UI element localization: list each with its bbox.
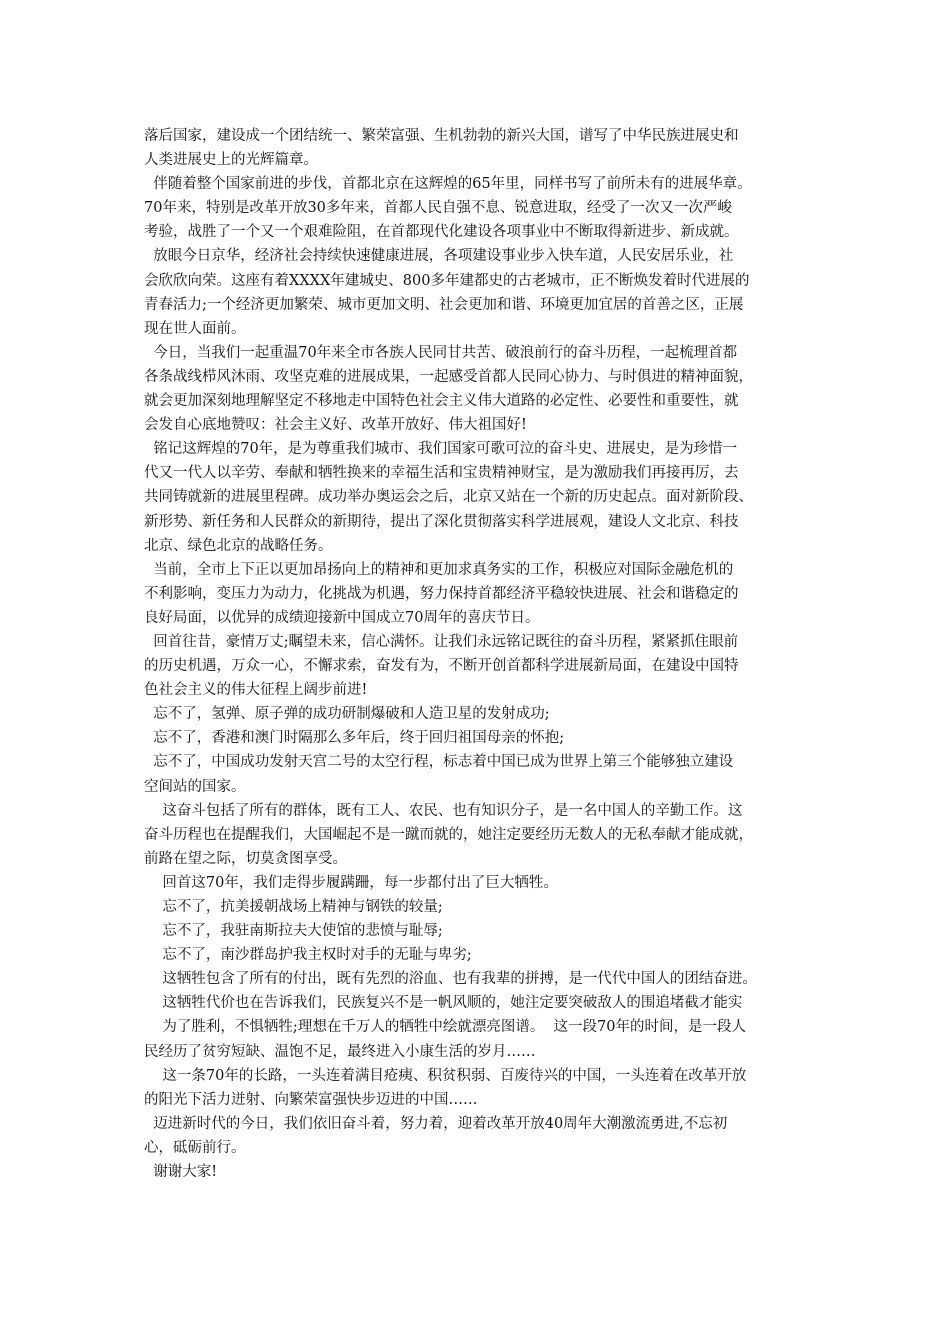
text-line: 忘不了，抗美援朝战场上精神与钢铁的较量; bbox=[144, 899, 443, 915]
text-line: 忘不了，中国成功发射天宫二号的太空行程，标志着中国已成为世界上第三个能够独立建设 bbox=[144, 754, 734, 771]
text-line: 青春活力;一个经济更加繁荣、城市更加文明、社会更加和谐、环境更加宜居的首善之区，正展 bbox=[144, 296, 744, 313]
text-line: 70年来，特别是改革开放30多年来，首都人民自强不息、锐意进取，经受了一次又一次严峻 bbox=[144, 200, 732, 217]
text-line: 为了胜利，不惧牺牲;理想在千万人的牺牲中绘就漂亮图谱。 这一段70年的时间，是一段人 bbox=[144, 1019, 746, 1036]
text-line: 铭记这辉煌的70年，是为尊重我们城市、我们国家可歌可泣的奋斗史、进展史，是为珍惜一 bbox=[144, 441, 738, 458]
text-line: 今日，当我们一起重温70年来全市各族人民同甘共苦、破浪前行的奋斗历程，一起梳理首都 bbox=[144, 344, 738, 361]
text-line: 回首往昔，豪情万丈;瞩望未来，信心满怀。让我们永远铭记既往的奋斗历程，紧紧抓住眼前 bbox=[144, 633, 739, 650]
text-line: 这奋斗包括了所有的群体，既有工人、农民、也有知识分子，是一名中国人的辛勤工作。这 bbox=[144, 802, 743, 819]
text-line: 谢谢大家! bbox=[144, 1164, 218, 1181]
text-line: 各条战线栉风沐雨、攻坚克难的进展成果，一起感受首都人民同心协力、与时俱进的精神面貌， bbox=[144, 368, 753, 385]
text-line: 心，砥砺前行。 bbox=[144, 1139, 246, 1156]
text-line: 当前，全市上下正以更加昂扬向上的精神和更加求真务实的工作，积极应对国际金融危机的 bbox=[144, 561, 734, 578]
text-line: 人类进展史上的光辉篇章。 bbox=[144, 152, 318, 169]
text-line: 会欣欣向荣。这座有着XXXX年建城史、800多年建都史的古老城市，正不断焕发着时代进展的 bbox=[144, 272, 750, 289]
text-line: 共同铸就新的进展里程碑。成功举办奥运会之后，北京又站在一个新的历史起点。面对新阶段、 bbox=[144, 489, 753, 506]
text-line: 的阳光下活力迸射、向繁荣富强快步迈进的中国…… bbox=[144, 1091, 478, 1108]
text-line: 新形势、新任务和人民群众的新期待，提出了深化贯彻落实科学进展观，建设人文北京、科技 bbox=[144, 513, 739, 530]
text-line: 这一条70年的长路，一头连着满目疮痍、积贫积弱、百废待兴的中国，一头连着在改革开放 bbox=[144, 1067, 747, 1084]
text-line: 现在世人面前。 bbox=[144, 320, 246, 337]
text-line: 空间站的国家。 bbox=[144, 778, 246, 795]
text-line: 落后国家，建设成一个团结统一、繁荣富强、生机勃勃的新兴大国，谱写了中华民族进展史和 bbox=[144, 128, 739, 144]
text-line: 伴随着整个国家前进的步伐，首都北京在这辉煌的65年里，同样书写了前所未有的进展华章。 bbox=[144, 176, 752, 193]
text-line: 放眼今日京华，经济社会持续快速健康进展，各项建设事业步入快车道，人民安居乐业，社 bbox=[144, 248, 734, 265]
text-line: 忘不了，氢弹、原子弹的成功研制爆破和人造卫星的发射成功; bbox=[144, 706, 550, 723]
text-line: 迈进新时代的今日，我们依旧奋斗着，努力着，迎着改革开放40周年大潮激流勇进,不忘初 bbox=[144, 1115, 728, 1132]
text-line: 忘不了，我驻南斯拉夫大使馆的悲愤与耻辱; bbox=[144, 923, 443, 940]
text-line: 前路在望之际，切莫贪图享受。 bbox=[144, 850, 347, 867]
text-line: 这牺牲代价也在告诉我们，民族复兴不是一帆风顺的，她注定要突破敌人的围追堵截才能实 bbox=[144, 995, 743, 1012]
text-line: 奋斗历程也在提醒我们，大国崛起不是一蹴而就的，她注定要经历无数人的无私奉献才能成就， bbox=[144, 826, 753, 843]
text-line: 回首这70年，我们走得步履蹒跚，每一步都付出了巨大牺牲。 bbox=[144, 874, 558, 891]
text-line: 的历史机遇，万众一心，不懈求索，奋发有为，不断开创首都科学进展新局面，在建设中国特 bbox=[144, 658, 739, 675]
text-line: 会发自心底地赞叹：社会主义好、改革开放好、伟大祖国好! bbox=[144, 417, 527, 434]
text-line: 色社会主义的伟大征程上阔步前进! bbox=[144, 682, 368, 699]
text-line: 代又一代人以辛劳、奉献和牺牲换来的幸福生活和宝贵精神财宝，是为激励我们再接再厉，去 bbox=[144, 465, 739, 482]
text-line: 忘不了，南沙群岛护我主权时对手的无耻与卑劣; bbox=[144, 947, 472, 964]
text-line: 北京、绿色北京的战略任务。 bbox=[144, 537, 333, 554]
text-line: 忘不了，香港和澳门时隔那么多年后，终于回归祖国母亲的怀抱; bbox=[144, 730, 565, 747]
document-body bbox=[144, 124, 809, 1184]
text-line: 民经历了贫穷短缺、温饱不足，最终进入小康生活的岁月…… bbox=[144, 1043, 536, 1060]
text-line: 就会更加深刻地理解坚定不移地走中国特色社会主义伟大道路的必定性、必要性和重要性，就 bbox=[144, 393, 739, 410]
text-line: 考验，战胜了一个又一个艰难险阻，在首都现代化建设各项事业中不断取得新进步、新成就。 bbox=[144, 224, 739, 241]
text-line: 这牺牲包含了所有的付出，既有先烈的浴血、也有我辈的拼搏，是一代代中国人的团结奋进。 bbox=[144, 971, 757, 988]
text-line: 良好局面，以优异的成绩迎接新中国成立70周年的喜庆节日。 bbox=[144, 609, 540, 626]
text-line: 不利影响，变压力为动力，化挑战为机遇，努力保持首都经济平稳较快进展、社会和谐稳定的 bbox=[144, 585, 739, 602]
